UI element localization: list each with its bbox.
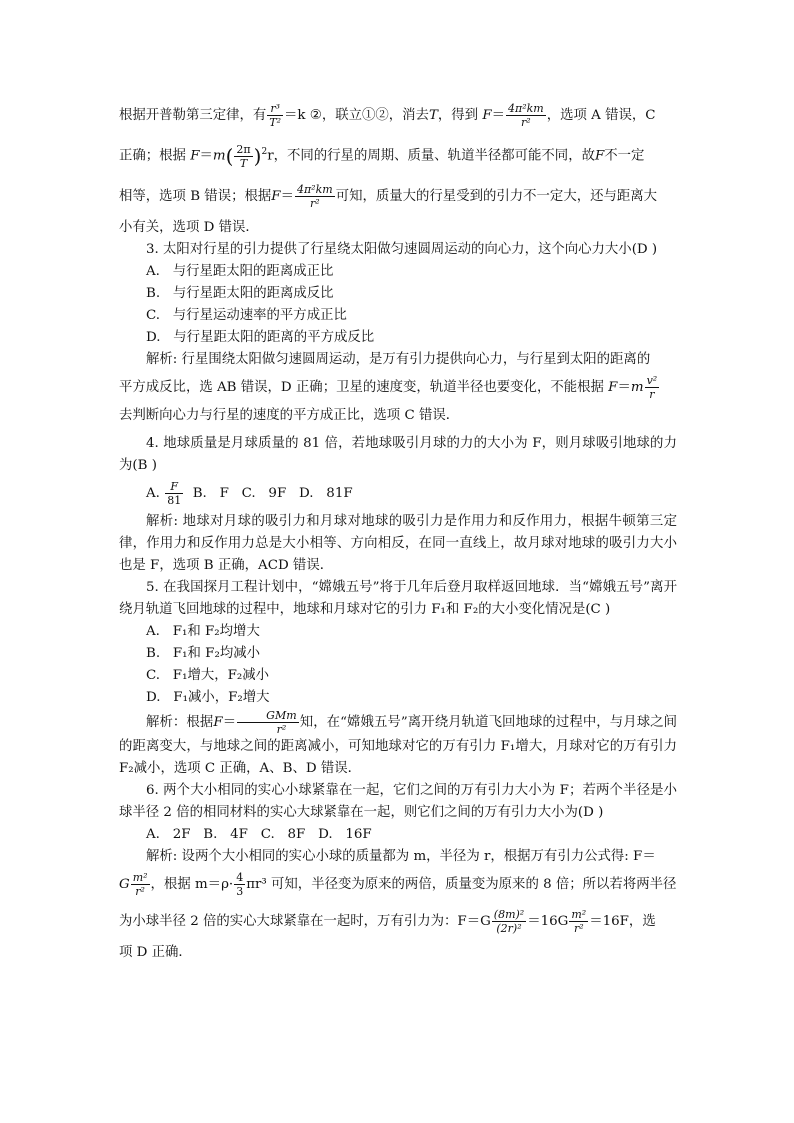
fraction: $\frac{2\pi}{T}$ <box>236 142 251 170</box>
text: ＝k ②，联立①②，消去 <box>284 108 429 123</box>
q3-option: B. 与行星距太阳的距离成反比 <box>146 285 334 301</box>
fraction: $\frac{\text{(8m)²}}{\text{(2r)²}}$ <box>493 907 525 935</box>
fraction: $\frac{F}{81}$ <box>167 479 182 507</box>
para-1-line-1: 根据开普勒第三定律，有 $\frac{\text{r³}}{\text{T²}}$ ＝k ②，联立①②，消去T，得到 F＝ $\frac{\text{4π²km}}{\text{r²}}$ ，选项 A 错误，C <box>119 102 656 129</box>
text: 根据开普勒第三定律，有 <box>119 108 267 123</box>
fraction: $\frac{\text{4π²km}}{\text{r²}}$ <box>508 102 544 129</box>
q4-stem: 4. 地球质量是月球质量的 81 倍，若地球吸引月球的力的大小为 F，则月球吸引地球的力为(B ) <box>119 435 677 473</box>
q3-option: D. 与行星距太阳的距离的平方成反比 <box>146 329 375 345</box>
q5-option: C. F₁增大，F₂减小 <box>146 667 270 683</box>
q3-explanation-3: 去判断向心力与行星的速度的平方成正比，选项 C 错误． <box>119 407 460 423</box>
text: ，选项 A 错误，C <box>546 108 656 123</box>
q5-explanation: 解析：根据F＝ $\frac{\text{GMm}}{\text{r²}}$ 知，在“嫦娥五号”离开绕月轨道飞回地球的过程中，与月球之间的距离变大，与地球之间的距离减小，可知地球对它的万有引力 F₁增大，月球对它的万有引力 F₂减小，选项 C 正确，A、B、D 错误． <box>119 708 678 776</box>
fraction: $\frac{\text{m²}}{\text{r²}}$ <box>132 870 148 898</box>
q6-explanation-3: 为小球半径 2 倍的实心大球紧靠在一起时，万有引力为：F＝G $\frac{\text{(8m)²}}{\text{(2r)²}}$ ＝16G $\frac{\text{m²}}{\text{r²}}$ ＝16F，选 <box>119 907 656 935</box>
fraction: $\frac{\text{v²}}{r}$ <box>646 373 658 401</box>
document-page <box>119 96 677 964</box>
q6-stem: 6. 两个大小相同的实心小球紧靠在一起，它们之间的万有引力大小为 F；若两个半径是小球半径 2 倍的相同材料的实心大球紧靠在一起，则它们之间的万有引力大小为(D ) <box>119 782 677 820</box>
para-1-line-3: 相等，选项 B 错误；根据F＝ $\frac{\text{4π²km}}{\text{r²}}$ 可知，质量大的行星受到的引力不一定大，还与距离大 <box>119 182 658 210</box>
q3-explanation-2: 平方成反比，选 AB 错误，D 正确；卫星的速度变，轨道半径也要变化，不能根据 F＝m $\frac{\text{v²}}{r}$ <box>119 373 658 401</box>
text: 不一定 <box>604 148 645 164</box>
fraction: $\frac{4}{3}$ <box>236 870 244 898</box>
text: 可知，质量大的行星受到的引力不一定大，还与距离大 <box>335 188 658 204</box>
q3-stem: 3. 太阳对行星的引力提供了行星绕太阳做匀速圆周运动的向心力，这个向心力大小(D ) <box>146 241 658 257</box>
q5-option: D. F₁减小，F₂增大 <box>146 689 270 705</box>
q3-option: C. 与行星运动速率的平方成正比 <box>146 307 347 323</box>
text: 相等，选项 B 错误；根据 <box>119 188 272 204</box>
q6-explanation-1: 解析: 设两个大小相同的实心小球的质量都为 m，半径为 r，根据万有引力公式得: F＝ <box>146 848 656 864</box>
text: 平方成反比，选 AB 错误，D 正确；卫星的速度变，轨道半径也要变化，不能根据 <box>119 379 604 395</box>
q5-option: B. F₁和 F₂均减小 <box>146 645 261 661</box>
fraction: $\frac{\text{4π²km}}{\text{r²}}$ <box>296 182 333 210</box>
text: F <box>594 148 605 164</box>
fraction: $\frac{\text{GMm}}{\text{r²}}$ <box>237 709 298 736</box>
q3-option: A. 与行星距太阳的距离成正比 <box>146 263 334 279</box>
q4-options: A. $\frac{F}{81}$ B. F C. 9F D. 81F <box>146 479 353 507</box>
text: T <box>428 108 438 123</box>
text: r，不同的行星的周期、质量、轨道半径都可能不同，故 <box>267 148 595 164</box>
para-1-line-4: 小有关，选项 D 错误． <box>119 219 259 235</box>
q5-option: A. F₁和 F₂均增大 <box>146 623 260 639</box>
q3-explanation: 解析: 行星围绕太阳做匀速圆周运动，是万有引力提供向心力，与行星到太阳的距离的 <box>146 351 651 367</box>
q5-stem: 5. 在我国探月工程计划中，“嫦娥五号”将于几年后登月取样返回地球．当“嫦娥五号”离开绕月轨道飞回地球的过程中，地球和月球对它的引力 F₁和 F₂的大小变化情况是(C ) <box>119 579 677 617</box>
fraction: $\frac{\text{m²}}{\text{r²}}$ <box>571 907 587 935</box>
text: 正确；根据 <box>119 148 186 164</box>
fraction: $\frac{\text{r³}}{\text{T²}}$ <box>269 102 282 129</box>
q6-explanation-2: G $\frac{\text{m²}}{\text{r²}}$ ，根据 m＝ρ· $\frac{4}{3}$ πr³ 可知，半径变为原来的两倍，质量变为原来的 8 倍；所以若将两半径 <box>119 870 677 898</box>
para-1-line-2: 正确；根据 F＝m( $\frac{2\pi}{T}$ )$^2$r，不同的行星的周期、质量、轨道半径都可能不同，故F不一定 <box>119 142 645 170</box>
text: ，得到 <box>437 108 479 123</box>
q6-options: A. 2F B. 4F C. 8F D. 16F <box>146 826 372 842</box>
q6-explanation-4: 项 D 正确． <box>119 944 192 960</box>
q4-explanation: 解析: 地球对月球的吸引力和月球对地球的吸引力是作用力和反作用力，根据牛顿第三定律，作用力和反作用力总是大小相等、方向相反，在同一直线上，故月球对地球的吸引力大小也是 F，选项 B 正确，ACD 错误． <box>119 513 677 573</box>
